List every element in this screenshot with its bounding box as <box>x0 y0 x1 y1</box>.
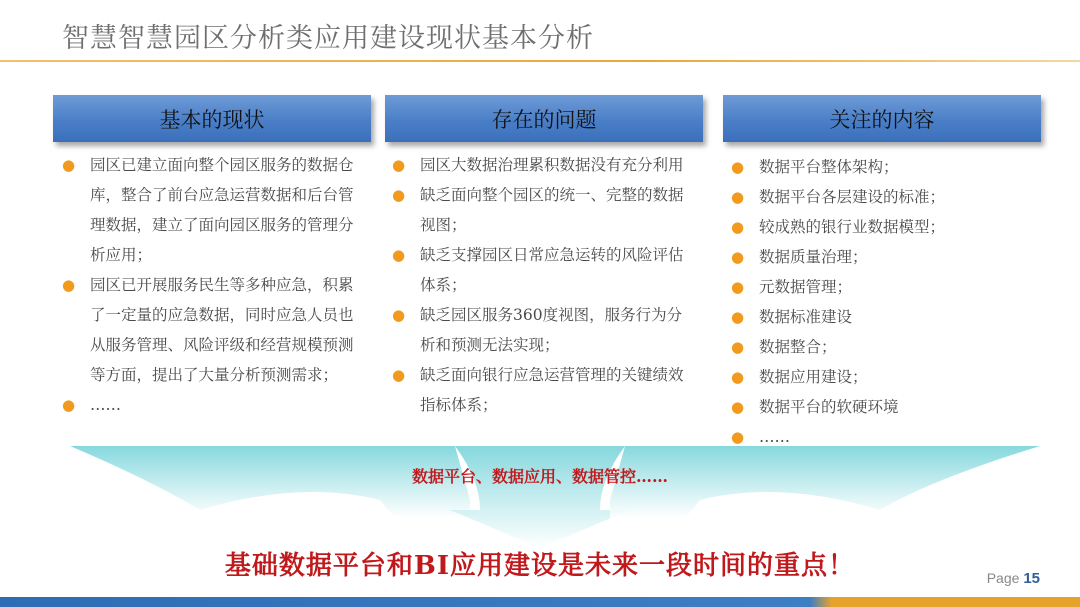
list-item-text: …… <box>90 396 121 414</box>
list-item <box>392 150 697 180</box>
list-item-text: 园区大数据治理累积数据没有充分利用 <box>420 156 684 174</box>
list-item-text: …… <box>759 428 790 446</box>
list-item <box>392 180 697 240</box>
list-item-text: 数据平台整体架构； <box>759 158 899 176</box>
list-item-text: 数据整合； <box>759 338 837 356</box>
list-item <box>62 390 362 420</box>
list-item-text: 缺乏园区服务360度视图，服务行为分析和预测无法实现； <box>420 306 683 354</box>
bullet-dot-icon: ● <box>62 396 76 414</box>
list-item-text: 缺乏面向银行应急运营管理的关键绩效指标体系； <box>420 366 684 414</box>
list-item-text: 数据应用建设； <box>759 368 868 386</box>
list-item-text: 数据质量治理； <box>759 248 868 266</box>
list-item-text: 缺乏面向整个园区的统一、完整的数据视图； <box>420 186 684 234</box>
page-number <box>987 570 1040 587</box>
conclusion-text: 基础数据平台和BI应用建设是未来一段时间的重点！ <box>224 551 856 581</box>
arrow-center-icon <box>450 446 630 548</box>
bullet-dot-icon: ● <box>62 276 76 294</box>
page-number-value: 15 <box>1023 570 1040 587</box>
list-item-text: 元数据管理； <box>759 278 853 296</box>
list-item-text: 园区已开展服务民生等多种应急，积累了一定量的应急数据，同时应急人员也从服务管理、风险评级和经营规模预测等方面，提出了大量分析预测需求； <box>90 276 354 384</box>
bullet-dot-icon: ● <box>731 158 745 176</box>
bullet-dot-icon: ● <box>731 368 745 386</box>
list-item <box>392 360 697 420</box>
status-list <box>62 150 362 420</box>
list-item-text: 数据标准建设 <box>759 308 853 326</box>
bullet-dot-icon: ● <box>392 246 406 264</box>
bullet-dot-icon: ● <box>731 278 745 296</box>
list-item-text: 缺乏支撑园区日常应急运转的风险评估体系； <box>420 246 684 294</box>
list-item <box>731 362 1031 392</box>
bullet-dot-icon: ● <box>731 338 745 356</box>
list-item <box>731 392 1031 422</box>
bullet-dot-icon: ● <box>392 306 406 324</box>
bullet-dot-icon: ● <box>731 218 745 236</box>
bullet-dot-icon: ● <box>731 188 745 206</box>
bullet-dot-icon: ● <box>392 186 406 204</box>
column-header-focus: 关注的内容 <box>723 95 1041 142</box>
list-item <box>731 242 1031 272</box>
bullet-dot-icon: ● <box>392 366 406 384</box>
page-label: Page <box>986 570 1020 586</box>
title-divider <box>0 60 1080 62</box>
list-item <box>731 182 1031 212</box>
arrow-caption: 数据平台、数据应用、数据管控…… <box>411 467 668 486</box>
list-item-text: 数据平台各层建设的标准； <box>759 188 946 206</box>
converging-arrows-graphic <box>0 440 1080 550</box>
footer-bar <box>0 597 1080 607</box>
list-item <box>731 272 1031 302</box>
list-item <box>62 150 362 270</box>
list-item <box>392 300 697 360</box>
problems-list <box>392 150 697 420</box>
bullet-dot-icon: ● <box>731 248 745 266</box>
list-item <box>731 212 1031 242</box>
list-item-text: 园区已建立面向整个园区服务的数据仓库，整合了前台应急运营数据和后台管理数据，建立了面向园区服务的管理分析应用； <box>90 156 354 264</box>
list-item <box>731 152 1031 182</box>
list-item <box>62 270 362 390</box>
slide-title: 智慧智慧园区分析类应用建设现状基本分析 <box>62 23 594 54</box>
bullet-dot-icon: ● <box>731 398 745 416</box>
list-item <box>392 240 697 300</box>
list-item <box>731 332 1031 362</box>
column-header-problems: 存在的问题 <box>385 95 703 142</box>
list-item-text: 较成熟的银行业数据模型； <box>759 218 946 236</box>
bullet-dot-icon: ● <box>731 428 745 446</box>
focus-list <box>731 152 1031 452</box>
bullet-dot-icon: ● <box>731 308 745 326</box>
list-item <box>731 302 1031 332</box>
list-item-text: 数据平台的软硬环境 <box>759 398 899 416</box>
bullet-dot-icon: ● <box>62 156 76 174</box>
column-header-status: 基本的现状 <box>53 95 371 142</box>
bullet-dot-icon: ● <box>392 156 406 174</box>
